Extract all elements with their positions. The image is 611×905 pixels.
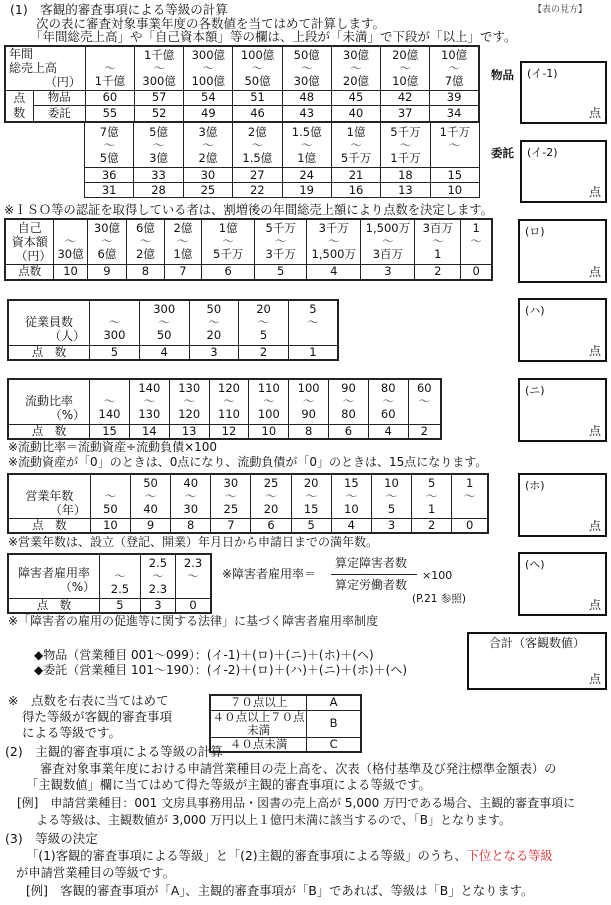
years-score: 7 xyxy=(211,518,251,533)
equity-header-label: 自己 資本額 （円） xyxy=(5,219,54,264)
intro-line-1: 次の表に審査対象事業年度の各数値を当てはめて計算します。 xyxy=(36,16,386,31)
sales-range-8: 7億 ～ 5億 xyxy=(85,123,134,168)
disability-range-1: 2.5 ～ 2.3 xyxy=(140,554,175,598)
liquidity-range-8: 60 ～ xyxy=(408,379,441,424)
row-label-consign: 委託 xyxy=(33,106,85,122)
goods-score: 27 xyxy=(233,168,282,183)
equity-range-8: 3百万 ～ 1 xyxy=(415,219,461,264)
liquidity-score: 12 xyxy=(209,424,249,439)
equity-score: 5 xyxy=(255,264,307,280)
consign-box-label: 委託 xyxy=(491,146,514,160)
score-box-ho[interactable] xyxy=(518,473,607,537)
years-table xyxy=(7,473,489,534)
goods-score: 51 xyxy=(233,90,282,106)
points-unit: 点 xyxy=(588,424,601,438)
goods-score: 54 xyxy=(184,90,233,106)
goods-score: 45 xyxy=(331,90,380,106)
total-box-title: 合計（客観数値） xyxy=(488,636,585,650)
equity-range-2: 6億 ～ 2億 xyxy=(127,219,164,264)
years-score: 5 xyxy=(291,518,331,533)
box-label-i1: (イ-1) xyxy=(527,67,558,80)
equity-table xyxy=(4,218,493,281)
sales-label-2: 総売上高 xyxy=(9,61,58,75)
goods-score: 42 xyxy=(381,90,430,106)
equity-score: 9 xyxy=(87,264,127,280)
years-score: 4 xyxy=(331,518,371,533)
section3-title: (3) 等級の決定 xyxy=(5,831,98,846)
grade-letter: C xyxy=(307,737,361,752)
sales-range-6: 20億 ～ 10億 xyxy=(381,46,430,90)
iso-note: ※ＩＳＯ等の認証を取得している者は、割増後の年間総売上額により点数を決定します。 xyxy=(4,203,493,217)
equity-range-9: 1 ～ xyxy=(461,219,492,264)
sales-range-3: 100億 ～ 50億 xyxy=(233,46,282,90)
sales-range-4: 50億 ～ 30億 xyxy=(282,46,331,90)
box-label-ni: (ニ) xyxy=(525,384,545,397)
row-label-goods: 物品 xyxy=(33,90,85,106)
employee-range-3: 20 ～ 5 xyxy=(239,300,289,345)
section3-line-1-text: 「(1)客観的審査事項による等級」と「(2)主観的審査事項による等級」のうち、 xyxy=(26,849,467,863)
disability-header-label: 障害者雇用率 （%） xyxy=(8,554,100,598)
equity-score: 7 xyxy=(164,264,201,280)
goods-score: 36 xyxy=(85,168,134,183)
liquidity-header-label: 流動比率 （%） xyxy=(8,379,90,424)
goods-score: 21 xyxy=(331,168,380,183)
liquidity-note-2: ※流動資産が「0」のときは、0点になり、流動負債が「0」のときは、15点になります。 xyxy=(8,455,488,469)
disability-range-0: ～ 2.5 xyxy=(100,554,141,598)
years-score: 2 xyxy=(412,518,452,533)
years-range-9: 1 ～ xyxy=(452,474,488,518)
points-unit: 点 xyxy=(588,344,601,358)
liquidity-score: 13 xyxy=(169,424,209,439)
section2-line-2: 「主観数値」欄に当てはめて得た等級が主観的審査事項による等級です。 xyxy=(26,778,431,792)
liquidity-score: 4 xyxy=(368,424,408,439)
equity-range-5: 5千万 ～ 3千万 xyxy=(255,219,307,264)
years-score: 8 xyxy=(171,518,211,533)
equity-score: 3 xyxy=(361,264,415,280)
consign-score: 34 xyxy=(430,106,479,122)
years-range-5: 20 ～ 15 xyxy=(291,474,331,518)
formula-fraction-bar xyxy=(331,574,417,575)
liquidity-range-1: 140 ～ 130 xyxy=(129,379,169,424)
section3-line-2: が申請営業種目の等級です。 xyxy=(16,866,175,880)
consign-score: 46 xyxy=(233,106,282,122)
disability-score: 0 xyxy=(176,598,211,613)
points-unit: 点 xyxy=(588,106,601,120)
box-label-ho: (ホ) xyxy=(525,479,545,492)
section2-example-2: よる等級は、主観数値が 3,000 万円以上１億円未満に該当するので、「B」となります。 xyxy=(36,813,512,827)
years-range-8: 5 ～ 1 xyxy=(412,474,452,518)
disability-range-2: 2.3 ～ xyxy=(176,554,211,598)
grade-note-line-1: ※ 点数を右表に当てはめて xyxy=(8,693,169,708)
employee-score: 3 xyxy=(189,345,239,360)
sales-range-9: 5億 ～ 3億 xyxy=(134,123,183,168)
years-score: 3 xyxy=(371,518,411,533)
sales-range-7: 10億 ～ 7億 xyxy=(430,46,479,90)
employee-score: 2 xyxy=(239,345,289,360)
section3-line-1 xyxy=(26,849,553,864)
equity-range-3: 2億 ～ 1億 xyxy=(164,219,201,264)
grade-letter: B xyxy=(307,710,361,737)
score-box-i1[interactable] xyxy=(520,61,607,124)
page-reference: (P.21 参照) xyxy=(412,593,466,605)
sales-range-14: 5千万 ～ 1千万 xyxy=(381,123,430,168)
score-box-ro[interactable] xyxy=(518,219,607,283)
years-score: 10 xyxy=(90,518,130,533)
equity-range-4: 1億 ～ 5千万 xyxy=(202,219,255,264)
box-label-ro: (ロ) xyxy=(525,225,545,238)
score-box-he[interactable] xyxy=(518,552,607,616)
liquidity-note-1: ※流動比率＝流動資産÷流動負債×100 xyxy=(8,440,218,454)
consign-score: 43 xyxy=(282,106,331,122)
formula-goods: ◆物品（営業種目 001～099）：(イ-1)＋(ロ)＋(ニ)＋(ホ)＋(ヘ) xyxy=(34,648,374,662)
grade-table xyxy=(209,694,362,753)
grade-row xyxy=(210,695,361,710)
goods-score: 48 xyxy=(282,90,331,106)
consign-score: 49 xyxy=(184,106,233,122)
liquidity-score: 2 xyxy=(408,424,441,439)
disability-score-label: 点 数 xyxy=(8,598,100,613)
years-range-6: 15 ～ 10 xyxy=(331,474,371,518)
goods-score: 39 xyxy=(430,90,479,106)
employee-score: 1 xyxy=(288,345,338,360)
equity-score: 10 xyxy=(54,264,87,280)
equity-score: 4 xyxy=(307,264,361,280)
goods-score: 15 xyxy=(430,168,479,183)
sales-table-upper xyxy=(4,45,480,123)
disability-formula-prefix: ※障害者雇用率＝ xyxy=(222,567,317,581)
consign-score: 16 xyxy=(331,183,380,198)
consign-score: 25 xyxy=(183,183,232,198)
score-box-i2[interactable] xyxy=(520,140,607,203)
section2-example-1: [例] 申請営業種目：001 文房具事務用品・図書の売上高が 5,000 万円である場合、主観的審査事項に xyxy=(17,796,576,810)
formula-numerator: 算定障害者数 xyxy=(335,556,408,570)
liquidity-score: 14 xyxy=(129,424,169,439)
years-header-label: 営業年数 （年） xyxy=(8,474,90,518)
liquidity-score-label: 点 数 xyxy=(8,424,90,439)
box-label-i2: (イ-2) xyxy=(527,146,558,159)
consign-score: 37 xyxy=(381,106,430,122)
points-unit: 点 xyxy=(588,185,601,199)
consign-score: 28 xyxy=(134,183,183,198)
employee-range-1: 300 ～ 50 xyxy=(139,300,189,345)
equity-range-1: 30億 ～ 6億 xyxy=(87,219,127,264)
equity-score: 6 xyxy=(202,264,255,280)
grade-letter: A xyxy=(307,695,361,710)
sales-range-13: 1億 ～ 5千万 xyxy=(331,123,380,168)
equity-score: 8 xyxy=(127,264,164,280)
sales-range-10: 3億 ～ 2億 xyxy=(183,123,232,168)
sales-range-15: 1千万 ～ xyxy=(430,123,479,168)
employee-table xyxy=(7,299,339,361)
consign-score: 55 xyxy=(85,106,134,122)
years-note: ※営業年数は、設立（登記、開業）年月日から申請日までの満年数。 xyxy=(8,535,379,549)
employee-range-2: 50 ～ 20 xyxy=(189,300,239,345)
years-score-label: 点 数 xyxy=(8,518,90,533)
sales-header-label xyxy=(5,46,85,90)
score-box-ha[interactable] xyxy=(518,298,607,362)
points-unit: 点 xyxy=(588,672,601,686)
grade-range: ４０点以上７０点未満 xyxy=(210,710,307,737)
employee-range-4: 5 ～ xyxy=(288,300,338,345)
grade-row xyxy=(210,737,361,752)
liquidity-table xyxy=(7,378,442,440)
sales-label-1: 年間 xyxy=(9,47,34,61)
equity-score: 2 xyxy=(415,264,461,280)
score-box-ni[interactable] xyxy=(518,378,607,442)
years-score: 6 xyxy=(251,518,291,533)
liquidity-score: 6 xyxy=(329,424,369,439)
sales-range-11: 2億 ～ 1.5億 xyxy=(233,123,282,168)
equity-range-0: ～ 30億 xyxy=(54,219,87,264)
consign-score: 10 xyxy=(430,183,479,198)
consign-score: 22 xyxy=(233,183,282,198)
lower-grade-highlight: 下位となる等級 xyxy=(466,849,553,863)
employee-range-0: ～ 300 xyxy=(90,300,140,345)
consign-score: 31 xyxy=(85,183,134,198)
consign-score: 52 xyxy=(135,106,184,122)
disability-note: ※「障害者の雇用の促進等に関する法律」に基づく障害者雇用率制度 xyxy=(8,614,379,628)
equity-range-7: 1,500万 ～ 3百万 xyxy=(361,219,415,264)
grade-row xyxy=(210,710,361,737)
table-guide-label: 【表の見方】 xyxy=(533,5,588,15)
years-range-3: 30 ～ 25 xyxy=(211,474,251,518)
intro-line-2: 「年間総売上高」や「自己資本額」等の欄は、上段が「未満」で下段が「以上」です。 xyxy=(30,29,517,44)
consign-score: 19 xyxy=(282,183,331,198)
section2-line-1: 審査対象事業年度における申請営業種目の売上高を、次表（格付基準及び発注標準金額表）の xyxy=(40,762,557,776)
section2-title: (2) 主観的審査事項による等級の計算 xyxy=(5,744,223,759)
equity-score-label: 点数 xyxy=(5,264,54,280)
goods-score: 57 xyxy=(135,90,184,106)
liquidity-score: 8 xyxy=(289,424,329,439)
section1-title: (1) 客観的審査事項による等級の計算 xyxy=(10,2,228,17)
box-label-ha: (ハ) xyxy=(525,304,545,317)
consign-score: 13 xyxy=(381,183,430,198)
grade-range: ４０点未満 xyxy=(210,737,307,752)
section3-example: [例] 客観的審査事項が「A」、主観的審査事項が「B」であれば、等級は「B」となります。 xyxy=(26,884,534,898)
sales-table-lower xyxy=(84,122,480,198)
consign-score: 40 xyxy=(331,106,380,122)
sales-range-1: 1千億 ～ 300億 xyxy=(135,46,184,90)
goods-score: 33 xyxy=(134,168,183,183)
years-range-0: ～ 50 xyxy=(90,474,130,518)
formula-consign: ◆委託（営業種目 101～190）：(イ-2)＋(ロ)＋(ハ)＋(ニ)＋(ホ)＋(ヘ) xyxy=(34,663,407,677)
employee-score: 5 xyxy=(90,345,140,360)
disability-score: 5 xyxy=(100,598,141,613)
goods-score: 30 xyxy=(183,168,232,183)
points-unit: 点 xyxy=(588,519,601,533)
formula-denominator: 算定労働者数 xyxy=(335,578,408,592)
goods-score: 60 xyxy=(85,90,134,106)
liquidity-range-3: 120 ～ 110 xyxy=(209,379,249,424)
sales-range-5: 30億 ～ 20億 xyxy=(331,46,380,90)
sales-range-12: 1.5億 ～ 1億 xyxy=(282,123,331,168)
score-label-cell: 点 数 xyxy=(5,90,33,122)
sales-range-2: 300億 ～ 100億 xyxy=(184,46,233,90)
grade-note-line-3: による等級です。 xyxy=(22,725,122,740)
goods-score: 18 xyxy=(381,168,430,183)
liquidity-score: 10 xyxy=(249,424,289,439)
goods-box-label: 物品 xyxy=(491,68,514,82)
liquidity-range-5: 100 ～ 90 xyxy=(289,379,329,424)
score-box-total[interactable] xyxy=(467,632,607,690)
years-range-2: 40 ～ 30 xyxy=(171,474,211,518)
disability-score: 3 xyxy=(140,598,175,613)
employee-score: 4 xyxy=(139,345,189,360)
liquidity-range-6: 90 ～ 80 xyxy=(329,379,369,424)
liquidity-score: 15 xyxy=(90,424,130,439)
box-label-he: (ヘ) xyxy=(525,558,545,571)
disability-table xyxy=(7,553,212,614)
equity-range-6: 3千万 ～ 1,500万 xyxy=(307,219,361,264)
goods-score: 24 xyxy=(282,168,331,183)
liquidity-range-2: 130 ～ 120 xyxy=(169,379,209,424)
liquidity-range-0: ～ 140 xyxy=(90,379,130,424)
points-unit: 点 xyxy=(588,598,601,612)
liquidity-range-4: 110 ～ 100 xyxy=(249,379,289,424)
sales-range-0: ～ 1千億 xyxy=(85,46,134,90)
grade-range: ７０点以上 xyxy=(210,695,307,710)
liquidity-range-7: 80 ～ 60 xyxy=(368,379,408,424)
points-unit: 点 xyxy=(588,265,601,279)
sales-label-unit: （円） xyxy=(44,75,81,89)
employee-header-label: 従業員数 （人） xyxy=(8,300,90,345)
years-score: 9 xyxy=(130,518,170,533)
employee-score-label: 点 数 xyxy=(8,345,90,360)
years-range-4: 25 ～ 20 xyxy=(251,474,291,518)
grade-note-line-2: 得た等級が客観的審査事項 xyxy=(22,709,173,724)
years-score: 0 xyxy=(452,518,488,533)
formula-multiplier: ×100 xyxy=(422,569,453,582)
years-range-1: 50 ～ 40 xyxy=(130,474,170,518)
years-range-7: 10 ～ 5 xyxy=(371,474,411,518)
equity-score: 0 xyxy=(461,264,492,280)
